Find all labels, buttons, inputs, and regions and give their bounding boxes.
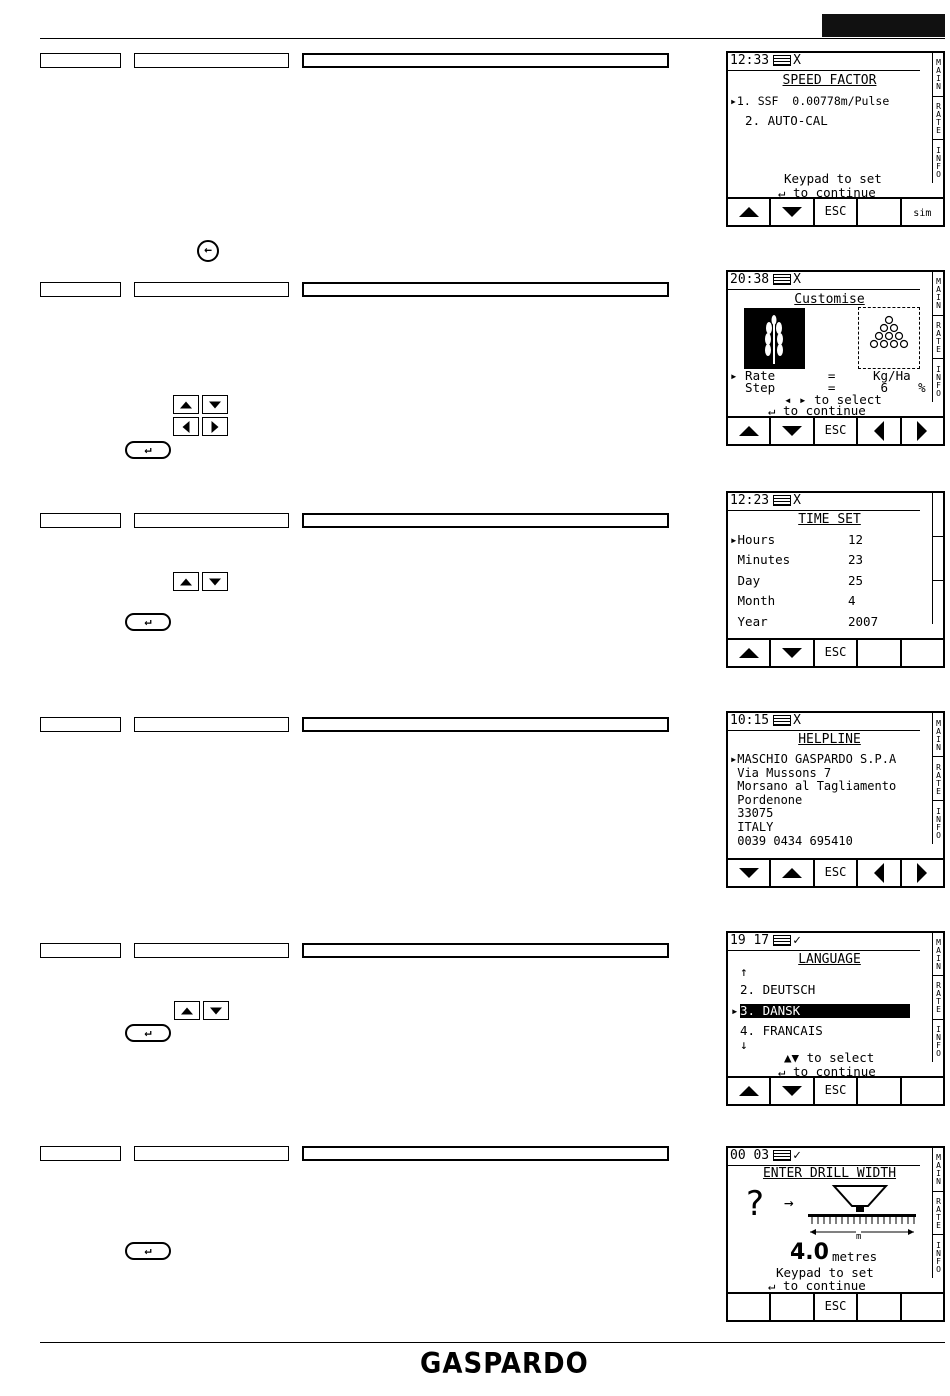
language-item-selected[interactable]: 3. DANSK (740, 1004, 910, 1018)
enter-key-icon: ↵ (125, 1024, 171, 1042)
down-softkey[interactable] (771, 418, 814, 444)
down-softkey[interactable] (771, 640, 814, 666)
screen-time-set (726, 491, 945, 668)
left-softkey[interactable] (858, 860, 901, 886)
side-tabs: MAIN RATE INFO (932, 1148, 943, 1278)
battery-icon (773, 55, 791, 66)
battery-icon (773, 495, 791, 506)
screen-title: HELPLINE (798, 732, 861, 747)
hint-text: Keypad to set (776, 1265, 874, 1280)
up-softkey[interactable] (771, 860, 814, 886)
down-softkey[interactable] (771, 199, 814, 225)
time-value: 23 (848, 552, 864, 567)
esc-softkey[interactable]: ESC (815, 418, 858, 444)
softkey-bar (728, 638, 943, 666)
time-value: 4 (848, 593, 856, 608)
battery-icon (773, 935, 791, 946)
time-row: Year (730, 614, 768, 629)
time-row: Month (730, 593, 776, 608)
address-line: Morsano al Tagliamento (730, 779, 897, 793)
screen-title: SPEED FACTOR (782, 73, 877, 88)
down-key-icon (202, 395, 228, 414)
side-tabs: MAIN RATE INFO (932, 713, 943, 844)
language-item[interactable]: 4. FRANCAIS (740, 1023, 823, 1038)
wheat-icon (744, 308, 805, 369)
hint-text: ◂ ▸ to select (784, 392, 882, 407)
screen-title: ENTER DRILL WIDTH (762, 1166, 897, 1181)
blank-softkey[interactable] (902, 640, 943, 666)
softkey-bar (728, 197, 943, 225)
width-value: 4.0 (790, 1240, 829, 1265)
up-softkey[interactable] (728, 1078, 771, 1104)
address-line: Via Mussons 7 (730, 766, 832, 780)
esc-softkey[interactable]: ESC (815, 1078, 858, 1104)
blank-softkey[interactable] (858, 199, 901, 225)
time-row: ▸Hours (730, 532, 776, 547)
blank-softkey[interactable] (858, 1078, 901, 1104)
hint-text: ▲▼ to select (784, 1050, 875, 1065)
status-bar: 12:23 X (728, 493, 920, 511)
up-key-icon (173, 395, 199, 414)
time-row: Day (730, 573, 761, 588)
up-key-icon (173, 572, 199, 591)
side-tabs: MAIN RATE INFO (932, 272, 943, 402)
right-key-icon (202, 417, 228, 436)
down-key-icon (202, 572, 228, 591)
down-key-icon (203, 1001, 229, 1020)
phone-line: 0039 0434 695410 (730, 834, 853, 848)
step-row: Step = 6 % (730, 380, 926, 395)
screen-language (726, 931, 945, 1106)
hint-text: Keypad to set (784, 171, 882, 186)
battery-icon (773, 1150, 791, 1161)
screen-title: TIME SET (798, 512, 861, 527)
address-line: ▸MASCHIO GASPARDO S.P.A (730, 752, 897, 766)
status-bar: 20:38 X (728, 272, 920, 290)
blank-softkey[interactable] (858, 1294, 901, 1320)
hint-text: ↵ to continue (768, 1278, 866, 1293)
question-mark: ? (746, 1184, 765, 1224)
side-tabs: MAIN RATE INFO (932, 53, 943, 183)
address-line: 33075 (730, 806, 774, 820)
address-line: ITALY (730, 820, 774, 834)
hint-text: ↵ to continue (768, 403, 866, 418)
esc-softkey[interactable]: ESC (815, 199, 858, 225)
time-value: 12 (848, 532, 864, 547)
battery-icon (773, 274, 791, 285)
battery-icon (773, 715, 791, 726)
blank-softkey[interactable] (771, 1294, 814, 1320)
brand-logo: GASPARDO (420, 1347, 589, 1381)
language-item[interactable]: 2. DEUTSCH (740, 982, 816, 997)
seed-pile-icon (858, 307, 920, 369)
esc-softkey[interactable]: ESC (815, 860, 858, 886)
blank-softkey[interactable] (728, 1294, 771, 1320)
softkey-bar (728, 858, 943, 886)
screen-title: LANGUAGE (798, 952, 861, 967)
enter-key-icon: ↵ (125, 1242, 171, 1260)
status-bar: 00 03 ✓ (728, 1148, 920, 1166)
down-softkey[interactable] (771, 1078, 814, 1104)
screen-customise (726, 270, 945, 446)
esc-softkey[interactable]: ESC (815, 640, 858, 666)
down-softkey[interactable] (728, 860, 771, 886)
unit-label: m (856, 1232, 862, 1242)
drill-icon (806, 1184, 918, 1240)
blank-softkey[interactable] (902, 1078, 943, 1104)
scroll-up-icon: ↑ (740, 964, 748, 979)
rate-row: ▸ Rate = Kg/Ha (730, 368, 911, 383)
scroll-down-icon: ↓ (740, 1037, 748, 1052)
softkey-bar (728, 1076, 943, 1104)
status-bar: 19 17 ✓ (728, 933, 920, 951)
up-key-icon (174, 1001, 200, 1020)
time-value: 25 (848, 573, 864, 588)
right-softkey[interactable] (902, 418, 943, 444)
screen-title: Customise (794, 292, 865, 307)
right-softkey[interactable] (902, 860, 943, 886)
time-value: 2007 (848, 614, 879, 629)
menu-item: 2. AUTO-CAL (730, 113, 828, 128)
screen-helpline (726, 711, 945, 888)
hint-text: ↵ to continue (778, 185, 876, 200)
side-tabs (932, 493, 943, 624)
up-softkey[interactable] (728, 640, 771, 666)
time-row: Minutes (730, 552, 791, 567)
width-unit: metres (832, 1249, 878, 1264)
sim-softkey[interactable]: sim (913, 208, 932, 219)
menu-item: ▸1. SSF 0.00778m/Pulse (730, 94, 890, 108)
status-bar: 12:33 X (728, 53, 920, 71)
top-rule (40, 38, 945, 39)
back-key-icon: ← (197, 240, 219, 262)
side-tabs: MAIN RATE INFO (932, 933, 943, 1062)
arrow-icon: → (784, 1193, 794, 1212)
blank-softkey[interactable] (902, 1294, 943, 1320)
softkey-bar (728, 1292, 943, 1320)
screen-drill-width (726, 1146, 945, 1322)
left-key-icon (173, 417, 199, 436)
up-softkey[interactable] (728, 418, 771, 444)
softkey-bar (728, 416, 943, 444)
hint-text: ↵ to continue (778, 1064, 876, 1079)
section-tab (822, 14, 945, 37)
bottom-rule (40, 1342, 945, 1343)
up-softkey[interactable] (728, 199, 771, 225)
status-bar: 10:15 X (728, 713, 920, 731)
esc-softkey[interactable]: ESC (815, 1294, 858, 1320)
enter-key-icon: ↵ (125, 613, 171, 631)
blank-softkey[interactable] (858, 640, 901, 666)
enter-key-icon: ↵ (125, 441, 171, 459)
address-line: Pordenone (730, 793, 803, 807)
screen-speed-factor (726, 51, 945, 227)
left-softkey[interactable] (858, 418, 901, 444)
selected-marker-icon: ▸ (731, 1003, 739, 1018)
